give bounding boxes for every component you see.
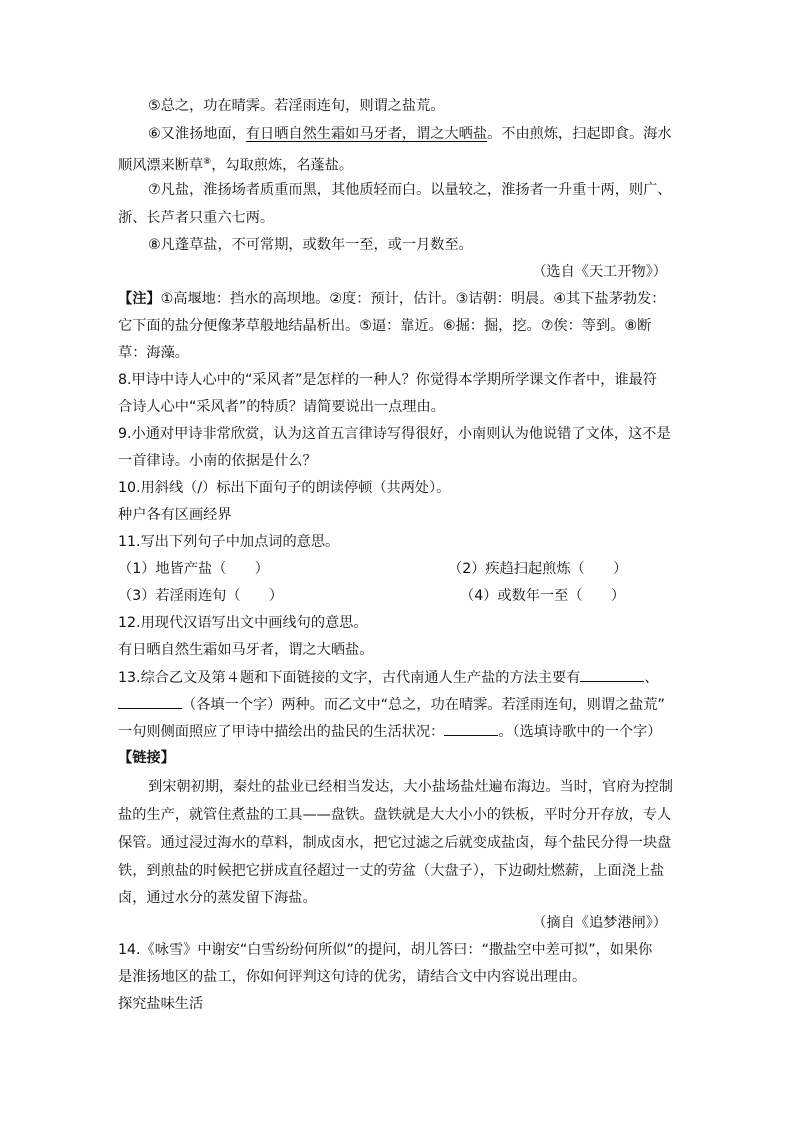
question-11-item4: （4）或数年一至（ ） xyxy=(460,588,626,604)
question-12-sentence: 有日晒自然生霜如马牙者，谓之大晒盐。 xyxy=(118,642,374,658)
notes-label: 【注】 xyxy=(118,291,161,307)
passage-para-5: ⑤总之，功在晴霁。若淫雨连旬，则谓之盐荒。 xyxy=(148,98,445,114)
link-line5: 卤，通过水分的蒸发留下海盐。 xyxy=(118,890,317,906)
question-13-line3: 一句则侧面照应了甲诗中描绘出的盐民的生活状况： 。（选填诗歌中的一个字） xyxy=(118,721,678,742)
question-11-item1: （1）地皆产盐（ ） xyxy=(118,561,269,577)
link-line3: 保管。通过浸过海水的草料，制成卤水，把它过滤之后就变成盐卤，每个盐民分得一块盘 xyxy=(118,835,672,851)
question-10: 10.用斜线（/）标出下面句子的朗读停顿（共两处）。 xyxy=(118,480,451,496)
passage-para-6-line2: 顺风漂来断草⑧，勾取煎炼，名蓬盐。 xyxy=(118,157,354,174)
link-line1: 到宋朝初期，秦灶的盐业已经相当发达，大小盐场盐灶遍布海边。当时，官府为控制 xyxy=(148,779,673,795)
answer-blank-3[interactable] xyxy=(444,721,498,736)
question-8-line2: 合诗人心中“采风者”的特质？请简要说出一点理由。 xyxy=(118,399,445,415)
question-11-item3: （3）若淫雨连旬（ ） xyxy=(118,588,284,604)
question-11-item2: （2）疾趋扫起煎炼（ ） xyxy=(448,561,628,577)
underlined-sentence: 有日晒自然生霜如马牙者，谓之大晒盐 xyxy=(245,126,488,142)
question-14-line2: 是淮扬地区的盐工，你如何评判这句诗的优劣，请结合文中内容说出理由。 xyxy=(118,969,587,985)
question-9-line1: 9.小通对甲诗非常欣赏，认为这首五言律诗写得很好，小南则认为他说错了文体，这不是 xyxy=(118,426,671,442)
answer-blank-1[interactable] xyxy=(580,667,644,682)
notes-line2: 它下面的盐分便像茅草般地结晶析出。⑤逼：靠近。⑥掘：掘，挖。⑦俟：等到。⑧断 xyxy=(118,318,652,334)
link-line4: 铁，到煎盐的时候把它拼成直径超过一丈的劳盆（大盘子），下边砌灶燃薪，上面浇上盐 xyxy=(118,863,665,879)
question-12: 12.用现代汉语写出文中画线句的意思。 xyxy=(118,615,368,631)
note-marker: ⑧ xyxy=(203,157,212,167)
question-11: 11.写出下列句子中加点词的意思。 xyxy=(118,534,340,550)
question-8-line1: 8.甲诗中诗人心中的“采风者”是怎样的一种人？你觉得本学期所学课文作者中，谁最符 xyxy=(118,372,657,388)
question-13-line2: （各填一个字）两种。而乙文中“总之，功在晴霁。若淫雨连旬，则谓之盐荒” xyxy=(118,694,678,715)
question-14-line1: 14.《咏雪》中谢安“白雪纷纷何所似”的提问，胡儿答曰：“撒盐空中差可拟”，如果你 xyxy=(118,942,653,958)
link-label: 【链接】 xyxy=(118,750,175,766)
passage-source: （选自《天工开物》） xyxy=(532,264,667,280)
question-9-line2: 一首律诗。小南的依据是什么？ xyxy=(118,453,317,469)
passage-para-7-line1: ⑦凡盐，淮扬场者质重而黑，其他质轻而白。以量较之，淮扬者一升重十两，则广、 xyxy=(148,182,672,198)
answer-blank-2[interactable] xyxy=(118,694,182,709)
passage-para-7-line2: 浙、长芦者只重六七两。 xyxy=(118,210,275,226)
question-11-row1 xyxy=(118,559,678,579)
notes-line1: 【注】①高堰地：挡水的高坝地。②度：预计，估计。③诘朝：明晨。④其下盐茅勃发： xyxy=(118,291,666,307)
question-11-row2 xyxy=(118,586,678,606)
notes-line3: 草：海藻。 xyxy=(118,345,189,361)
link-source: （摘自《追梦港闸》） xyxy=(532,915,667,931)
section-heading: 探究盐味生活 xyxy=(118,996,204,1012)
link-line2: 盐的生产，就管住煮盐的工具——盘铁。盘铁就是大大小小的铁板，平时分开存放，专人 xyxy=(118,807,672,823)
passage-para-6-line1: ⑥又淮扬地面，有日晒自然生霜如马牙者，谓之大晒盐。不由煎炼，扫起即食。海水 xyxy=(148,126,672,142)
question-13-line1: 13.综合乙文及第４题和下面链接的文字，古代南通人生产盐的方法主要有 、 xyxy=(118,667,678,688)
passage-para-8: ⑧凡蓬草盐，不可常期，或数年一至，或一月数至。 xyxy=(148,237,473,253)
question-10-sentence: 种户各有区画经界 xyxy=(118,507,232,523)
